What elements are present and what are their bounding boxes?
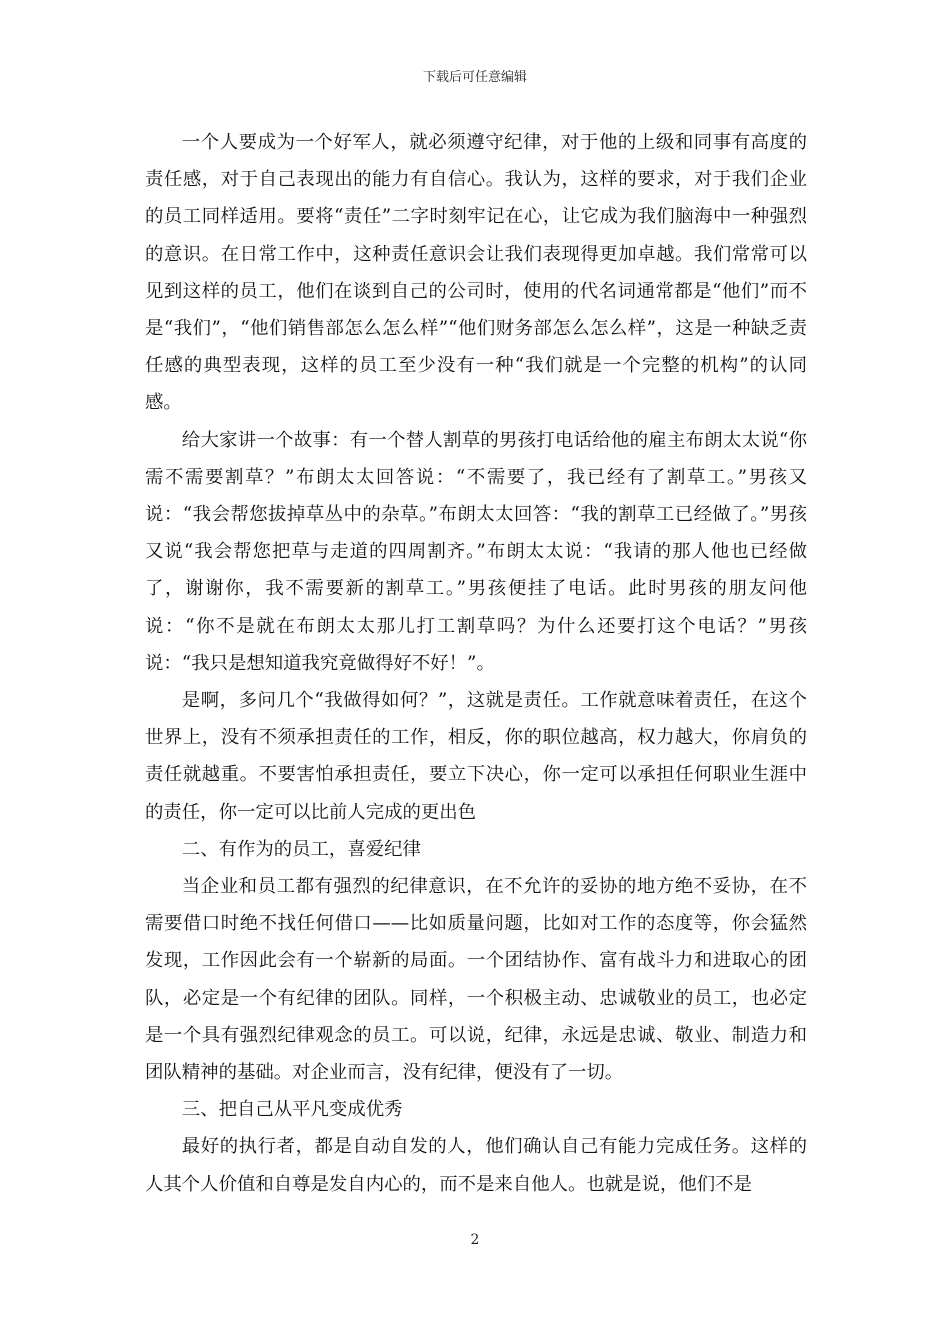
page-number: 2	[470, 1232, 480, 1248]
paragraph-2: 给大家讲一个故事：有一个替人割草的男孩打电话给他的雇主布朗太太说“你需不需要割草？”布朗太太回答说：“不需要了，我已经有了割草工。”男孩又说：“我会帮您拔掉草丛中的杂草。”布朗太太回答：“我的割草工已经做了。”男孩又说“我会帮您把草与走道的四周割齐。”布朗太太说：“我请的那人他也已经做了，谢谢你，我不需要新的割草工。”男孩便挂了电话。此时男孩的朋友问他说：“你不是就在布朗太太那儿打工割草吗？为什么还要打这个电话？”男孩说：“我只是想知道我究竟做得好不好！”。	[145, 429, 807, 674]
document-body	[145, 124, 807, 1203]
section-heading-2: 二、有作为的员工，喜爱纪律	[181, 838, 421, 860]
page-header: 下载后可任意编辑	[422, 70, 527, 85]
paragraph-1: 一个人要成为一个好军人，就必须遵守纪律，对于他的上级和同事有高度的责任感，对于自己表现出的能力有自信心。我认为，这样的要求，对于我们企业的员工同样适用。要将“责任”二字时刻牢记在心，让它成为我们脑海中一种强烈的意识。在日常工作中，这种责任意识会让我们表现得更加卓越。我们常常可以见到这样的员工，他们在谈到自己的公司时，使用的代名词通常都是“他们”而不是“我们”，“他们销售部怎么怎么样”“他们财务部怎么怎么样”，这是一种缺乏责任感的典型表现，这样的员工至少没有一种“我们就是一个完整的机构”的认同感。	[145, 132, 807, 414]
paragraph-5: 最好的执行者，都是自动自发的人，他们确认自己有能力完成任务。这样的人其个人价值和自尊是发自内心的，而不是来自他人。也就是说，他们不是	[145, 1136, 807, 1195]
paragraph-4: 当企业和员工都有强烈的纪律意识，在不允许的妥协的地方绝不妥协，在不需要借口时绝不找任何借口——比如质量问题，比如对工作的态度等，你会猛然发现，工作因此会有一个崭新的局面。一个团结协作、富有战斗力和进取心的团队，必定是一个有纪律的团队。同样，一个积极主动、忠诚敬业的员工，也必定是一个具有强烈纪律观念的员工。可以说，纪律，永远是忠诚、敬业、制造力和团队精神的基础。对企业而言，没有纪律，便没有了一切。	[145, 876, 807, 1084]
section-heading-3: 三、把自己从平凡变成优秀	[181, 1099, 403, 1121]
paragraph-3: 是啊，多问几个“我做得如何？”，这就是责任。工作就意味着责任，在这个世界上，没有不须承担责任的工作，相反，你的职位越高，权力越大，你肩负的责任就越重。不要害怕承担责任，要立下决心，你一定可以承担任何职业生涯中的责任，你一定可以比前人完成的更出色	[145, 690, 807, 823]
